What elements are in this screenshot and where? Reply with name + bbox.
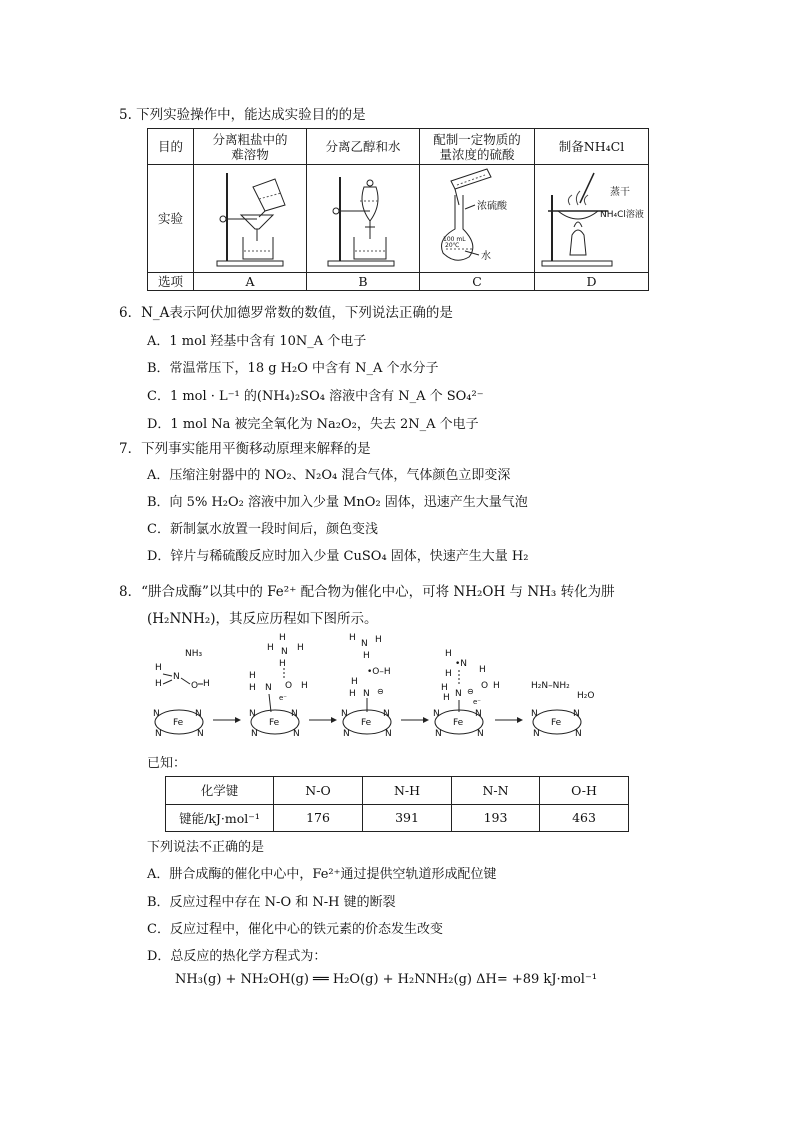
q8-option-a: A．肼合成酶的催化中心中，Fe²⁺通过提供空轨道形成配位键: [147, 867, 497, 882]
svg-text:H: H: [443, 693, 450, 703]
svg-text:N: N: [195, 709, 202, 719]
svg-text:N: N: [475, 709, 482, 719]
q6-stem: 6．N_A表示阿伏加德罗常数的数值，下列说法正确的是: [119, 305, 453, 321]
svg-text:N: N: [155, 729, 162, 739]
svg-text:H: H: [445, 669, 452, 679]
bond-energy-table: [165, 776, 629, 832]
svg-text:N: N: [265, 683, 272, 693]
q5-stem: 5. 下列实验操作中，能达成实验目的的是: [119, 107, 366, 123]
q8-option-d: D．总反应的热化学方程式为：: [147, 949, 327, 964]
svg-text:H: H: [493, 681, 500, 691]
energy-no: 176: [274, 804, 363, 832]
svg-text:N: N: [249, 709, 256, 719]
opt-a: A: [194, 273, 307, 291]
svg-text:⊖: ⊖: [377, 687, 384, 696]
q8-option-c: C．反应过程中，催化中心的铁元素的价态发生改变: [147, 922, 443, 937]
svg-text:H: H: [155, 663, 162, 673]
q7-option-d: D．锌片与稀硫酸反应时加入少量 CuSO₄ 固体，快速产生大量 H₂: [147, 549, 529, 564]
svg-text:N: N: [291, 709, 298, 719]
svg-text:N: N: [435, 729, 442, 739]
energy-nh: 391: [363, 804, 452, 832]
svg-text:H: H: [363, 651, 370, 661]
q7-option-a: A．压缩注射器中的 NO₂、N₂O₄ 混合气体，气体颜色立即变深: [147, 468, 511, 483]
apparatus-volumetric-flask: [420, 165, 535, 273]
row-goal-label: 目的: [148, 129, 194, 165]
svg-text:H: H: [279, 659, 286, 669]
svg-text:N: N: [293, 729, 300, 739]
svg-text:H: H: [441, 683, 448, 693]
evap-label: 蒸干: [609, 187, 630, 198]
svg-text:⊖: ⊖: [467, 687, 474, 696]
svg-text:N: N: [385, 729, 392, 739]
experiment-table: [147, 128, 649, 291]
svg-text:Fe: Fe: [269, 718, 280, 728]
svg-text:N: N: [533, 729, 540, 739]
svg-text:O: O: [285, 681, 293, 691]
svg-text:Fe: Fe: [173, 718, 184, 728]
svg-text:N: N: [573, 709, 580, 719]
svg-text:H: H: [351, 677, 358, 687]
svg-text:H: H: [297, 643, 304, 653]
q7-option-c: C．新制氯水放置一段时间后，颜色变浅: [147, 522, 378, 537]
svg-text:H: H: [349, 633, 356, 643]
product-hydrazine: H₂N–NH₂: [531, 681, 570, 691]
bond-header-label: 化学键: [166, 777, 274, 805]
svg-text:N: N: [455, 689, 462, 699]
svg-text:N: N: [281, 647, 288, 657]
svg-text:Fe: Fe: [551, 718, 562, 728]
opt-b: B: [307, 273, 420, 291]
energy-nn: 193: [452, 804, 540, 832]
q6-option-c: C．1 mol · L⁻¹ 的(NH₄)₂SO₄ 溶液中含有 N_A 个 SO₄²⁻: [147, 389, 484, 404]
q6-option-a: A．1 mol 羟基中含有 10N_A 个电子: [147, 334, 367, 349]
svg-text:H: H: [249, 671, 256, 681]
svg-text:H: H: [155, 679, 162, 689]
filtration-apparatus-icon: [195, 165, 305, 269]
conc-acid-label: 浓硫酸: [477, 201, 507, 212]
apparatus-separatory-funnel: [307, 165, 420, 273]
svg-text:H: H: [203, 679, 210, 689]
svg-text:N: N: [363, 689, 370, 699]
svg-text:H: H: [375, 635, 382, 645]
bond-nh: N-H: [363, 777, 452, 805]
evaporation-apparatus-icon: [536, 165, 648, 269]
svg-text:H: H: [349, 689, 356, 699]
stage1-nh3: NH₃: [185, 649, 203, 659]
q8-known: 已知：: [147, 756, 187, 771]
goal-a: 分离粗盐中的 难溶物: [194, 129, 307, 165]
svg-text:H: H: [301, 681, 308, 691]
q6-option-d: D．1 mol Na 被完全氧化为 Na₂O₂，失去 2N_A 个电子: [147, 417, 479, 432]
apparatus-evaporation: [535, 165, 649, 273]
svg-text:N: N: [251, 729, 258, 739]
svg-text:N: N: [477, 729, 484, 739]
water-label: 水: [481, 251, 491, 262]
svg-text:N: N: [197, 729, 204, 739]
svg-text:N: N: [433, 709, 440, 719]
svg-text:e⁻: e⁻: [473, 698, 482, 706]
row-exp-label: 实验: [148, 165, 194, 273]
bond-no: N-O: [274, 777, 363, 805]
reaction-mechanism-diagram: [145, 632, 635, 744]
q8-question: 下列说法不正确的是: [147, 840, 265, 855]
svg-text:O: O: [191, 681, 199, 691]
q6-option-b: B．常温常压下，18 g H₂O 中含有 N_A 个水分子: [147, 361, 439, 376]
svg-text:H: H: [249, 683, 256, 693]
stage3-oh: •O–H: [367, 667, 391, 677]
q7-stem: 7．下列事实能用平衡移动原理来解释的是: [119, 441, 371, 457]
stage2-electron: e⁻: [279, 694, 288, 702]
opt-d: D: [535, 273, 649, 291]
separatory-funnel-icon: [308, 165, 418, 269]
svg-text:N: N: [361, 639, 368, 649]
svg-text:H: H: [445, 649, 452, 659]
row-opt-label: 选项: [148, 273, 194, 291]
goal-b: 分离乙醇和水: [307, 129, 420, 165]
product-water: H₂O: [577, 691, 595, 701]
svg-text:N: N: [383, 709, 390, 719]
svg-text:N: N: [341, 709, 348, 719]
svg-text:•N: •N: [455, 659, 468, 669]
svg-text:H: H: [479, 665, 486, 675]
svg-text:H: H: [279, 633, 286, 643]
svg-text:N: N: [153, 709, 160, 719]
flask-label: 100 mL: [443, 236, 466, 243]
q8-equation: NH₃(g) + NH₂OH(g) ══ H₂O(g) + H₂NNH₂(g) ΔH= +89 kJ·mol⁻¹: [175, 972, 598, 987]
svg-text:Fe: Fe: [453, 718, 464, 728]
apparatus-filtration: [194, 165, 307, 273]
volumetric-flask-icon: [421, 165, 533, 269]
goal-d: 制备NH₄Cl: [535, 129, 649, 165]
nh4cl-solution-label: NH₄Cl溶液: [599, 210, 644, 220]
flask-temp-label: 20℃: [445, 242, 460, 249]
svg-text:N: N: [173, 672, 180, 682]
energy-label: 键能/kJ·mol⁻¹: [166, 804, 274, 832]
bond-nn: N-N: [452, 777, 540, 805]
q8-stem-line1: 8．“肼合成酶”以其中的 Fe²⁺ 配合物为催化中心，可将 NH₂OH 与 NH₃ 转化为肼: [119, 584, 615, 600]
svg-text:O: O: [481, 681, 489, 691]
q8-option-b: B．反应过程中存在 N-O 和 N-H 键的断裂: [147, 895, 396, 910]
svg-text:H: H: [267, 643, 274, 653]
goal-c: 配制一定物质的 量浓度的硫酸: [420, 129, 535, 165]
opt-c: C: [420, 273, 535, 291]
svg-text:N: N: [343, 729, 350, 739]
q7-option-b: B．向 5% H₂O₂ 溶液中加入少量 MnO₂ 固体，迅速产生大量气泡: [147, 495, 528, 510]
q8-stem-line2: (H₂NNH₂)，其反应历程如下图所示。: [147, 611, 378, 627]
energy-oh: 463: [540, 804, 629, 832]
svg-text:N: N: [575, 729, 582, 739]
svg-text:N: N: [531, 709, 538, 719]
bond-oh: O-H: [540, 777, 629, 805]
svg-text:Fe: Fe: [361, 718, 372, 728]
